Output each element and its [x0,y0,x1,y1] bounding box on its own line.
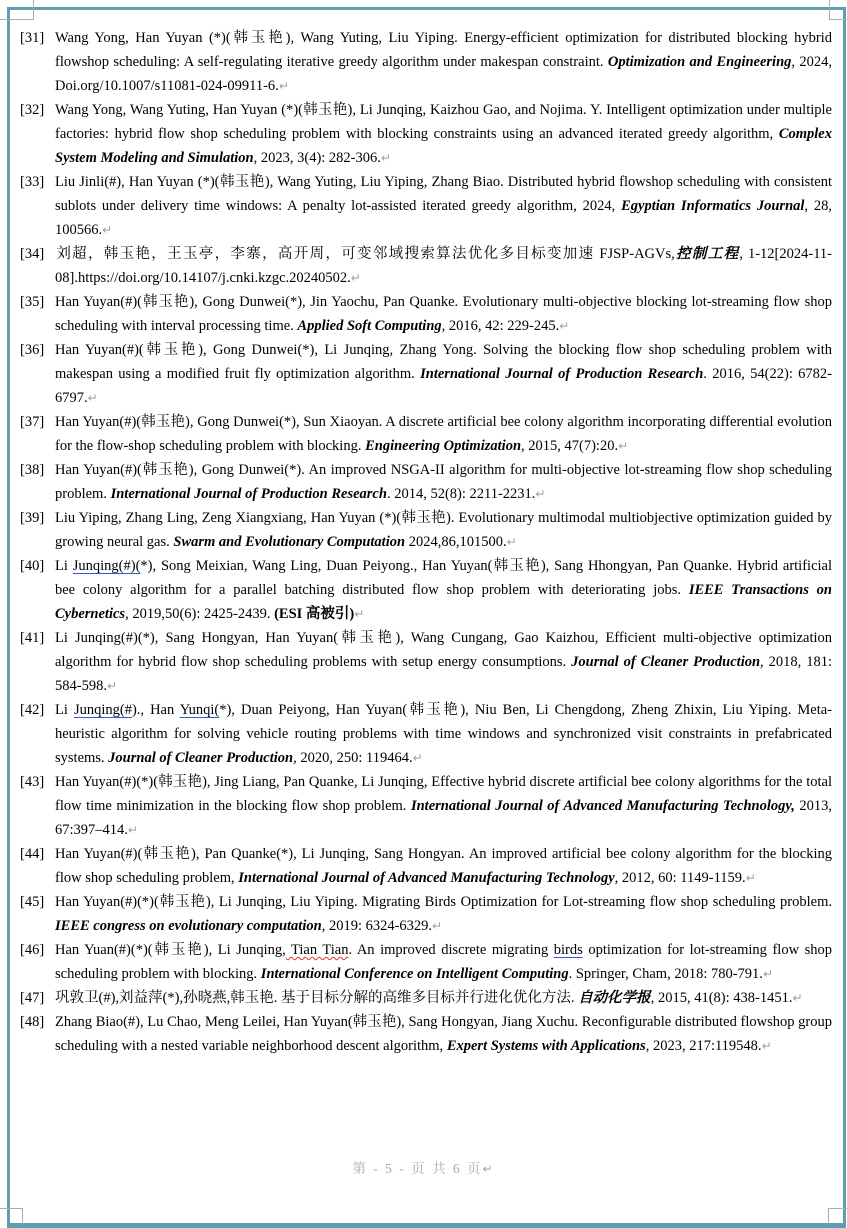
journal-title: Journal of Cleaner Production [108,750,294,766]
crop-mark-bottom-right [828,1208,847,1225]
grammar-underlined-text: Junqing(# [73,702,132,718]
paragraph-mark: ↵ [506,535,517,549]
reference-text: , 2024, Doi.org/10.1007/s11081-024-09911-6. [55,54,832,94]
paragraph-mark: ↵ [380,151,391,165]
reference-number: [36] [20,342,45,358]
reference-number: [40] [20,558,45,574]
reference-text: Wang Yong, Han Yuyan (*)(韩玉艳), Wang Yuting, Liu Yiping. Energy-efficient optimization for distributed blocking hybrid flowshop scheduling: A self-regulating iterative greedy algorithm under makespan constraint. [55,30,832,70]
reference-number: [43] [20,774,45,790]
reference-number: [34] [20,246,45,262]
reference-text: , 2012, 60: 1149-1159. [614,870,746,886]
journal-title: IEEE congress on evolutionary computation [55,918,322,934]
reference-item [20,338,832,410]
reference-number: [35] [20,294,45,310]
reference-text: Han Yuan(#)(*)(韩玉艳), Li Junqing, [55,942,286,958]
paragraph-mark: ↵ [127,823,138,837]
journal-title: 控制工程 [674,246,740,262]
grammar-underlined-text: Junqing(#)( [72,558,141,574]
reference-item [20,1010,832,1058]
journal-title: 自动化学报 [578,990,651,1006]
reference-item [20,554,832,626]
reference-item [20,458,832,506]
journal-title: Applied Soft Computing [297,318,442,334]
spellcheck-wavy-text: Tian Tian [285,942,349,958]
reference-number: [32] [20,102,45,118]
journal-title: International Journal of Production Research [420,366,704,382]
reference-text: , 2015, 41(8): 438-1451. [650,990,793,1006]
reference-text: . 2016, 54(22): 6782-6797. [55,366,832,406]
reference-item [20,242,832,290]
reference-text: Han Yuyan(#)(*)(韩玉艳), Jing Liang, Pan Quanke, Li Junqing, Effective hybrid discrete artificial bee colony algorithms for the total flow time minimization in the blocking flow shop problem. [55,774,832,814]
reference-number: [37] [20,414,45,430]
reference-text: 2013, 67:397–414. [55,798,833,838]
reference-text: Wang Yong, Wang Yuting, Han Yuyan (*)(韩玉艳), Li Junqing, Kaizhou Gao, and Nojima. Y. Intelligent optimization under multiple factories: hybrid flow shop scheduling problem with blocking constraints using an advanced iterated greedy algorithm, [55,102,832,142]
journal-title: Expert Systems with Applications [446,1038,646,1054]
reference-item [20,290,832,338]
reference-text: Li [55,558,73,574]
highlight-bold-text: (ESI 高被引) [274,606,355,622]
reference-text: Liu Yiping, Zhang Ling, Zeng Xiangxiang, Han Yuyan (*)(韩玉艳). Evolutionary multimodal multiobjective optimization guided by growing neural gas. [55,510,832,550]
paragraph-mark: ↵ [745,871,756,885]
paragraph-mark: ↵ [412,751,423,765]
reference-text: *), Song Meixian, Wang Ling, Duan Peiyong., Han Yuyan(韩玉艳), Sang Hhongyan, Pan Quanke. Hybrid artificial bee colony algorithm for a parallel batching distributed flow shop problem with deteriorating jobs. [55,558,833,598]
reference-item [20,842,832,890]
paragraph-mark: ↵ [354,607,365,621]
reference-item [20,770,832,842]
paragraph-mark: ↵ [761,1039,772,1053]
reference-number: [44] [20,846,45,862]
reference-text: Han Yuyan(#)(韩玉艳), Gong Dunwei(*), Sun Xiaoyan. A discrete artificial bee colony algorithm incorporating differential evolution for the flow-shop scheduling problem with blocking. [55,414,832,454]
grammar-underlined-text: Yunqi( [179,702,220,718]
reference-text: , 2023, 3(4): 282-306. [253,150,381,166]
page-footer [0,1157,847,1181]
reference-text: 巩敦卫(#),刘益萍(*),孙晓燕,韩玉艳. 基于目标分解的高维多目标并行进化优化方法. [55,990,579,1006]
paragraph-mark: ↵ [432,919,443,933]
reference-text: . Springer, Cham, 2018: 780-791. [568,966,763,982]
paragraph-mark: ↵ [535,487,546,501]
reference-text: Han Yuyan(#)(韩玉艳), Gong Dunwei(*), Li Junqing, Zhang Yong. Solving the blocking flow shop scheduling problem with makespan using a modified fruit fly optimization algorithm. [55,342,832,382]
reference-text: Li [55,702,74,718]
reference-item [20,98,832,170]
paragraph-mark: ↵ [106,679,118,693]
reference-text: *), Duan Peiyong, Han Yuyan(韩玉艳), Niu Ben, Li Chengdong, Zheng Zhixin, Liu Yiping. Meta-heuristic algorithm for solving vehicle routing problems with time windows and synchronized visit constraints in prefabricated systems. [55,702,832,766]
journal-title: Egyptian Informatics Journal [621,198,805,214]
journal-title: Complex System Modeling and Simulation [55,126,832,166]
reference-number: [38] [20,462,45,478]
reference-number: [31] [20,30,45,46]
journal-title: International Journal of Production Research [110,486,387,502]
reference-number: [48] [20,1014,45,1030]
reference-text: Zhang Biao(#), Lu Chao, Meng Leilei, Han Yuyan(韩玉艳), Sang Hongyan, Jiang Xuchu. Reconfigurable distributed flowshop group scheduling with a nested variable neighborhood descent algorithm, [55,1014,832,1054]
reference-text: , 2018, 181: 584-598. [55,654,832,694]
reference-item [20,938,832,986]
crop-mark-top-left [0,0,34,20]
reference-text: Liu Jinli(#), Han Yuyan (*)(韩玉艳), Wang Yuting, Liu Yiping, Zhang Biao. Distributed hybrid flowshop scheduling with consistent sublots under delivery time windows: A penalty lot-assisted iterated greedy algorithm, 2024, [55,174,832,214]
page-number-text: 第 - 5 - 页 共 6 页 [352,1161,483,1176]
reference-text: 2024,86,101500. [405,534,507,550]
journal-title: IEEE Transactions on Cybernetics [55,582,832,622]
paragraph-mark: ↵ [278,79,289,93]
reference-item [20,26,832,98]
reference-text: , 2019: 6324-6329. [321,918,433,934]
reference-item [20,506,832,554]
reference-item [20,626,832,698]
reference-text: , 2020, 250: 119464. [293,750,413,766]
paragraph-mark: ↵ [618,439,629,453]
journal-title: Engineering Optimization [365,438,522,454]
reference-list [20,26,832,1058]
paragraph-mark: ↵ [350,271,361,285]
paragraph-mark: ↵ [87,391,98,405]
reference-text: , 1-12[2024-11-08].https://doi.org/10.14107/j.cnki.kzgc.20240502. [55,246,833,286]
paragraph-mark: ↵ [482,1162,495,1176]
reference-number: [42] [20,702,45,718]
reference-text: optimization for lot-streaming flow shop scheduling problem with blocking. [55,942,832,982]
paragraph-mark: ↵ [559,319,570,333]
paragraph-mark: ↵ [762,967,773,981]
journal-title: International Journal of Advanced Manufacturing Technology [238,870,615,886]
reference-number: [33] [20,174,45,190]
reference-item [20,698,832,770]
reference-text: , 2015, 47(7):20. [521,438,619,454]
reference-number: [45] [20,894,45,910]
journal-title: Swarm and Evolutionary Computation [173,534,406,550]
reference-item [20,410,832,458]
paragraph-mark: ↵ [102,223,113,237]
grammar-underlined-text: birds [553,942,583,958]
reference-text: Han Yuyan(#)(韩玉艳), Pan Quanke(*), Li Junqing, Sang Hongyan. An improved artificial bee colony algorithm for the blocking flow shop scheduling problem, [55,846,832,886]
reference-text: . An improved discrete migrating [348,942,554,958]
reference-item [20,890,832,938]
crop-mark-top-right [829,0,847,20]
paragraph-mark: ↵ [792,991,803,1005]
reference-text: , 2023, 217:119548. [645,1038,762,1054]
reference-text: Li Junqing(#)(*), Sang Hongyan, Han Yuyan(韩玉艳), Wang Cungang, Gao Kaizhou, Efficient multi-objective optimization algorithm for hybrid flow shop scheduling problems with setup energy consumptions. [55,630,832,670]
reference-number: [47] [20,990,45,1006]
reference-number: [41] [20,630,45,646]
reference-text: , 2019,50(6): 2425-2439. [125,606,275,622]
reference-number: [39] [20,510,45,526]
reference-text: Han Yuyan(#)(*)(韩玉艳), Li Junqing, Liu Yiping. Migrating Birds Optimization for Lot-streaming flow shop scheduling problem. [55,894,832,910]
crop-mark-bottom-left [0,1208,23,1225]
reference-item [20,170,832,242]
reference-text: Han Yuyan(#)(韩玉艳), Gong Dunwei(*), Jin Yaochu, Pan Quanke. Evolutionary multi-objective blocking lot-streaming flow shop scheduling with interval processing time. [55,294,832,334]
reference-text: . 2014, 52(8): 2211-2231. [386,486,536,502]
journal-title: Optimization and Engineering [607,54,792,70]
reference-item [20,986,832,1010]
reference-text: , 2016, 42: 229-245. [441,318,560,334]
journal-title: International Conference on Intelligent Computing [260,966,569,982]
reference-text: Han Yuyan(#)(韩玉艳), Gong Dunwei(*). An improved NSGA-II algorithm for multi-objective lot-streaming flow shop scheduling problem. [55,462,832,502]
journal-title: International Journal of Advanced Manufacturing Technology, [410,798,795,814]
reference-number: [46] [20,942,45,958]
reference-text: , 28, 100566. [55,198,833,238]
reference-text: 刘超，韩玉艳，王玉亭，李寨，高开周，可变邻域搜索算法优化多目标变加速 FJSP-AGVs, [55,246,675,262]
reference-text: )., Han [131,702,180,718]
journal-title: Journal of Cleaner Production [571,654,761,670]
